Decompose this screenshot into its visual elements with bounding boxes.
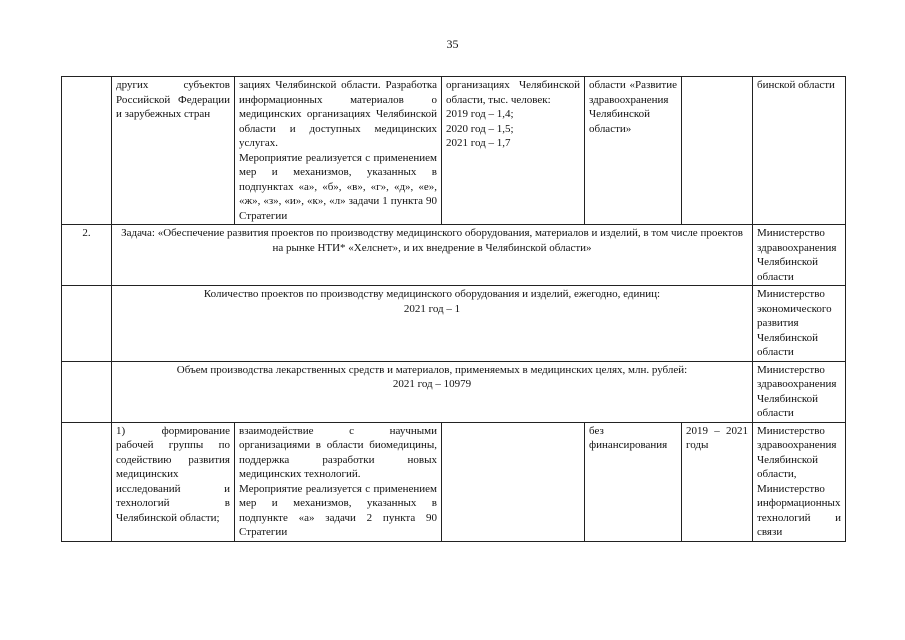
cell-empty: [62, 361, 112, 422]
cell-measure-term: 2019 – 2021 годы: [682, 422, 753, 541]
indicator-production-text: Объем производства лекарственных средств и материалов, применяемых в медицинских целях, млн. рублей:: [176, 363, 688, 376]
indicator-text: организациях Челябинской области, тыс. человек:: [446, 79, 580, 106]
description-text: зациях Челябинской области. Разработка информационных материалов о медицинских организациях Челябинской области и доступных медицинских услугах.: [239, 79, 437, 149]
page-number: 35: [446, 37, 459, 51]
cell-indicator-projects-responsible: Министерство экономического развития Челябинской области: [753, 286, 846, 362]
indicator-projects-text: Количество проектов по производству медицинского оборудования и изделий, ежегодно, единиц:: [203, 288, 661, 300]
cell-num: [62, 422, 112, 541]
table-row-task: [62, 225, 846, 286]
cell-term-cont: [682, 77, 753, 225]
cell-measure: 1) формирование рабочей группы по содействию развития медицинских исследований и технологий в Челябинской области;: [112, 422, 235, 541]
indicator-year-2019: 2019 год – 1,4;: [446, 108, 514, 120]
cell-description-cont: [235, 77, 442, 225]
table-row-continuation: [62, 77, 846, 225]
cell-empty: [62, 286, 112, 362]
indicator-year-2020: 2020 год – 1,5;: [446, 122, 514, 135]
cell-measure-financing: без финансирования: [585, 422, 682, 541]
mechanism-text: Мероприятие реализуется с применением мер и механизмов, указанных в подпунктах «а», «б», «в», «г», «д», «е», «ж», «з», «и», «к», «л» задачи 1 пункта 90 Стратегии: [239, 151, 437, 222]
cell-financing-cont: области «Развитие здравоохранения Челябинской области»: [585, 77, 682, 225]
table-row-indicator-production: [62, 361, 846, 422]
table-row-indicator-projects: [62, 286, 846, 362]
cell-measure-description: [235, 422, 442, 541]
table-row-measure: [62, 422, 846, 541]
cell-task-number: 2.: [62, 225, 112, 286]
indicator-projects-value: 2021 год – 1: [403, 302, 461, 315]
cell-measure-cont: других субъектов Российской Федерации и зарубежных стран: [112, 77, 235, 225]
cell-indicator-projects: [112, 286, 753, 362]
cell-task-text: Задача: «Обеспечение развития проектов по производству медицинского оборудования, материалов и изделий, в том числе проектов на рынке НТИ* «Хелснет», и их внедрение в Челябинской области»: [112, 225, 753, 286]
indicator-production-value: 2021 год – 10979: [392, 378, 472, 390]
cell-measure-responsible: Министерство здравоохранения Челябинской области, Министерство информационных технологий и связи: [753, 422, 846, 541]
strategy-table: [61, 76, 846, 542]
indicator-year-2021: 2021 год – 1,7: [446, 137, 511, 149]
cell-indicator-production: [112, 361, 753, 422]
cell-task-responsible: Министерство здравоохранения Челябинской области: [753, 225, 846, 286]
measure-mechanism-text: Мероприятие реализуется с применением мер и механизмов, указанных в подпункте «а» задачи 2 пункта 90 Стратегии: [239, 482, 437, 538]
cell-indicator-cont: [442, 77, 585, 225]
measure-description-text: взаимодействие с научными организациями в области биомедицины, поддержка разработки новых медицинских технологий.: [239, 424, 437, 480]
cell-indicator-production-responsible: Министерство здравоохранения Челябинской области: [753, 361, 846, 422]
cell-num: [62, 77, 112, 225]
cell-responsible-cont: бинской области: [753, 77, 846, 225]
cell-measure-indicator: [442, 422, 585, 541]
